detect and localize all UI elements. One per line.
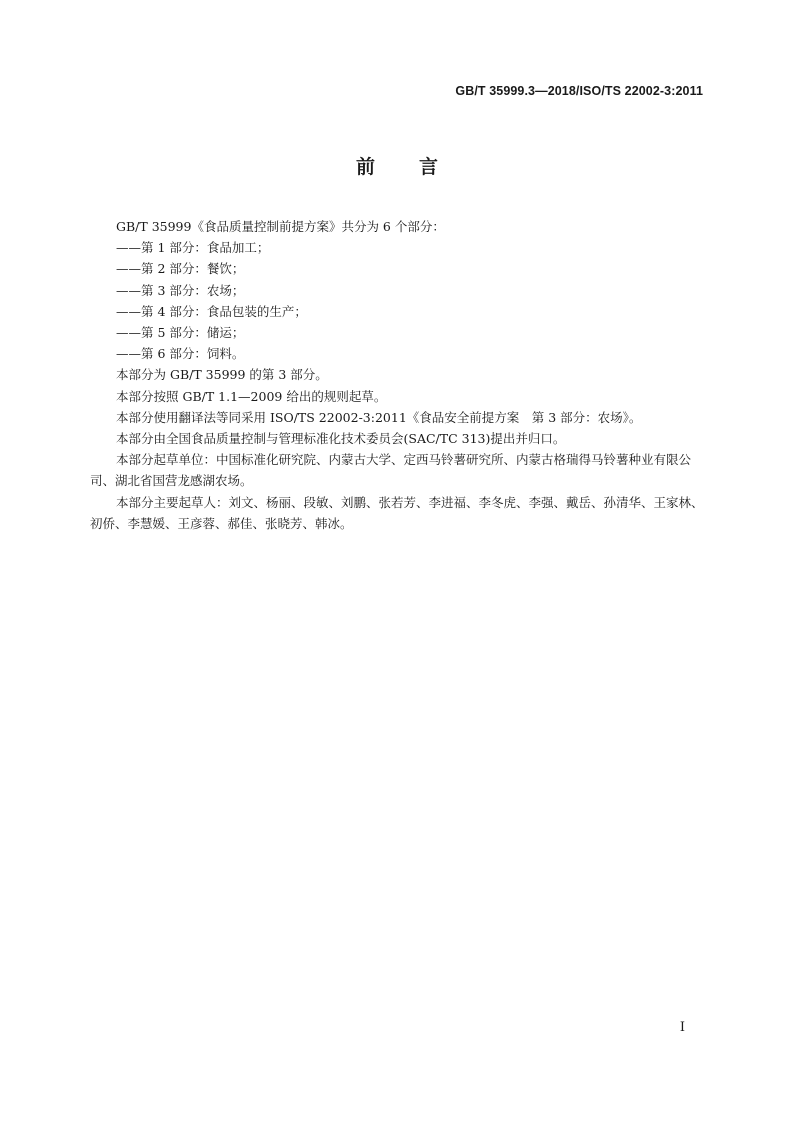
list-item-part-2: ——第 2 部分：餐饮；	[116, 261, 245, 277]
page-number: I	[679, 1020, 685, 1035]
list-item-part-5: ——第 5 部分：储运；	[116, 325, 245, 341]
list-item-part-4: ——第 4 部分：食品包装的生产；	[116, 303, 307, 319]
page-title: 前言	[355, 156, 482, 178]
list-item-part-3: ——第 3 部分：农场；	[116, 282, 245, 298]
main-drafters: 本部分主要起草人：刘文、杨丽、段敏、刘鹏、张若芳、李进福、李冬虎、李强、戴岳、孙清华、王家林、初侨、李慧媛、王彦蓉、郝佳、张晓芳、韩冰。	[90, 494, 704, 531]
standard-code-header: GB/T 35999.3—2018/ISO/TS 22002-3:2011	[455, 84, 703, 98]
list-item-part-1: ——第 1 部分：食品加工；	[116, 240, 270, 256]
adoption-statement: 本部分使用翻译法等同采用 ISO/TS 22002-3:2011《食品安全前提方案 第 3 部分：农场》。	[116, 409, 642, 425]
part-statement: 本部分为 GB/T 35999 的第 3 部分。	[116, 367, 328, 383]
preface-body	[90, 216, 706, 534]
drafting-rules-statement: 本部分按照 GB/T 1.1—2009 给出的规则起草。	[116, 388, 387, 404]
intro-paragraph: GB/T 35999《食品质量控制前提方案》共分为 6 个部分：	[116, 219, 445, 234]
list-item-part-6: ——第 6 部分：饲料。	[116, 346, 245, 362]
drafting-units: 本部分起草单位：中国标准化研究院、内蒙古大学、定西马铃薯研究所、内蒙古格瑞得马铃薯种业有限公司、湖北省国营龙感湖农场。	[90, 452, 692, 489]
proposer-statement: 本部分由全国食品质量控制与管理标准化技术委员会(SAC/TC 313)提出并归口。	[116, 431, 566, 447]
